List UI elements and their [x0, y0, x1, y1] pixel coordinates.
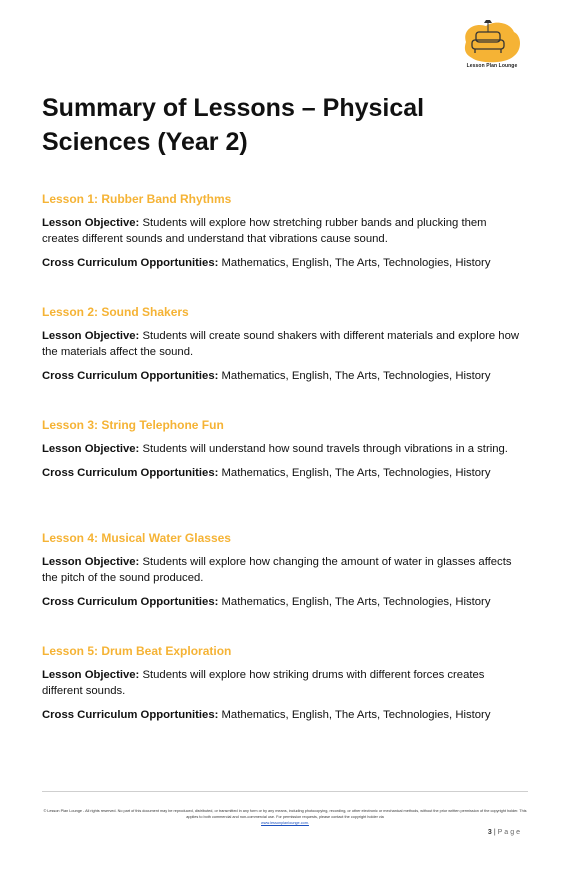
lounge-chair-icon	[460, 20, 524, 64]
lesson-title: Lesson 4: Musical Water Glasses	[42, 531, 231, 545]
page-separator: |	[493, 829, 496, 836]
lesson-objective	[42, 667, 522, 699]
lesson-objective	[42, 215, 522, 247]
cross-text: Mathematics, English, The Arts, Technologies, History	[221, 257, 491, 269]
objective-label: Lesson Objective:	[42, 556, 140, 568]
page-title: Summary of Lessons – Physical Sciences (Year 2)	[42, 94, 425, 156]
lesson-1	[42, 192, 522, 271]
objective-label: Lesson Objective:	[42, 330, 140, 342]
cross-curriculum	[42, 594, 522, 610]
cross-text: Mathematics, English, The Arts, Technologies, History	[221, 370, 491, 382]
lesson-5	[42, 644, 522, 723]
cross-label: Cross Curriculum Opportunities:	[42, 596, 219, 608]
objective-label: Lesson Objective:	[42, 443, 140, 455]
copyright-text: © Lesson Plan Lounge - All rights reserved. No part of this document may be reproduced, distributed, or transmitted in any form or by any means, including photocopying, recording, or other electronic or mechanical methods, without the prior written permission of the copyright holder. This applies to both commercial and non-commercial use. For permission requests, please contact the copyright holder via	[43, 809, 527, 819]
page-number	[488, 829, 522, 836]
cross-label: Cross Curriculum Opportunities:	[42, 257, 219, 269]
cross-text: Mathematics, English, The Arts, Technologies, History	[221, 596, 491, 608]
objective-text: Students will explore how stretching rubber bands and plucking them creates different sounds and understand that vibrations cause sound.	[42, 217, 487, 245]
cross-curriculum	[42, 465, 522, 481]
footer-copyright	[42, 808, 528, 826]
footer-divider	[42, 791, 528, 792]
lesson-4	[42, 531, 522, 610]
logo-text: Lesson Plan Lounge	[466, 63, 518, 69]
brand-logo	[460, 20, 524, 72]
lesson-title: Lesson 2: Sound Shakers	[42, 305, 189, 319]
objective-text: Students will create sound shakers with different materials and explore how the materials affect the sound.	[42, 330, 520, 358]
cross-label: Cross Curriculum Opportunities:	[42, 370, 219, 382]
objective-text: Students will explore how changing the amount of water in glasses affects the pitch of the sound produced.	[42, 556, 512, 584]
lesson-title: Lesson 5: Drum Beat Exploration	[42, 644, 232, 658]
lesson-2	[42, 305, 522, 384]
objective-text: Students will explore how striking drums with different forces creates different sounds.	[42, 669, 485, 697]
cross-label: Cross Curriculum Opportunities:	[42, 709, 219, 721]
page-number-value: 3	[487, 829, 492, 836]
lesson-objective	[42, 441, 522, 457]
page-word: Page	[497, 829, 522, 836]
cross-text: Mathematics, English, The Arts, Technologies, History	[221, 709, 491, 721]
lesson-title: Lesson 1: Rubber Band Rhythms	[42, 192, 232, 206]
objective-label: Lesson Objective:	[42, 217, 140, 229]
lesson-title: Lesson 3: String Telephone Fun	[42, 418, 224, 432]
cross-label: Cross Curriculum Opportunities:	[42, 467, 219, 479]
cross-text: Mathematics, English, The Arts, Technologies, History	[221, 467, 491, 479]
lesson-objective	[42, 554, 522, 586]
objective-text: Students will understand how sound travels through vibrations in a string.	[142, 443, 508, 455]
lesson-3	[42, 418, 522, 481]
cross-curriculum	[42, 368, 522, 384]
website-link[interactable]: www.lessonplanlounge.com.	[261, 821, 309, 825]
lesson-objective	[42, 328, 522, 360]
cross-curriculum	[42, 255, 522, 271]
cross-curriculum	[42, 707, 522, 723]
objective-label: Lesson Objective:	[42, 669, 140, 681]
